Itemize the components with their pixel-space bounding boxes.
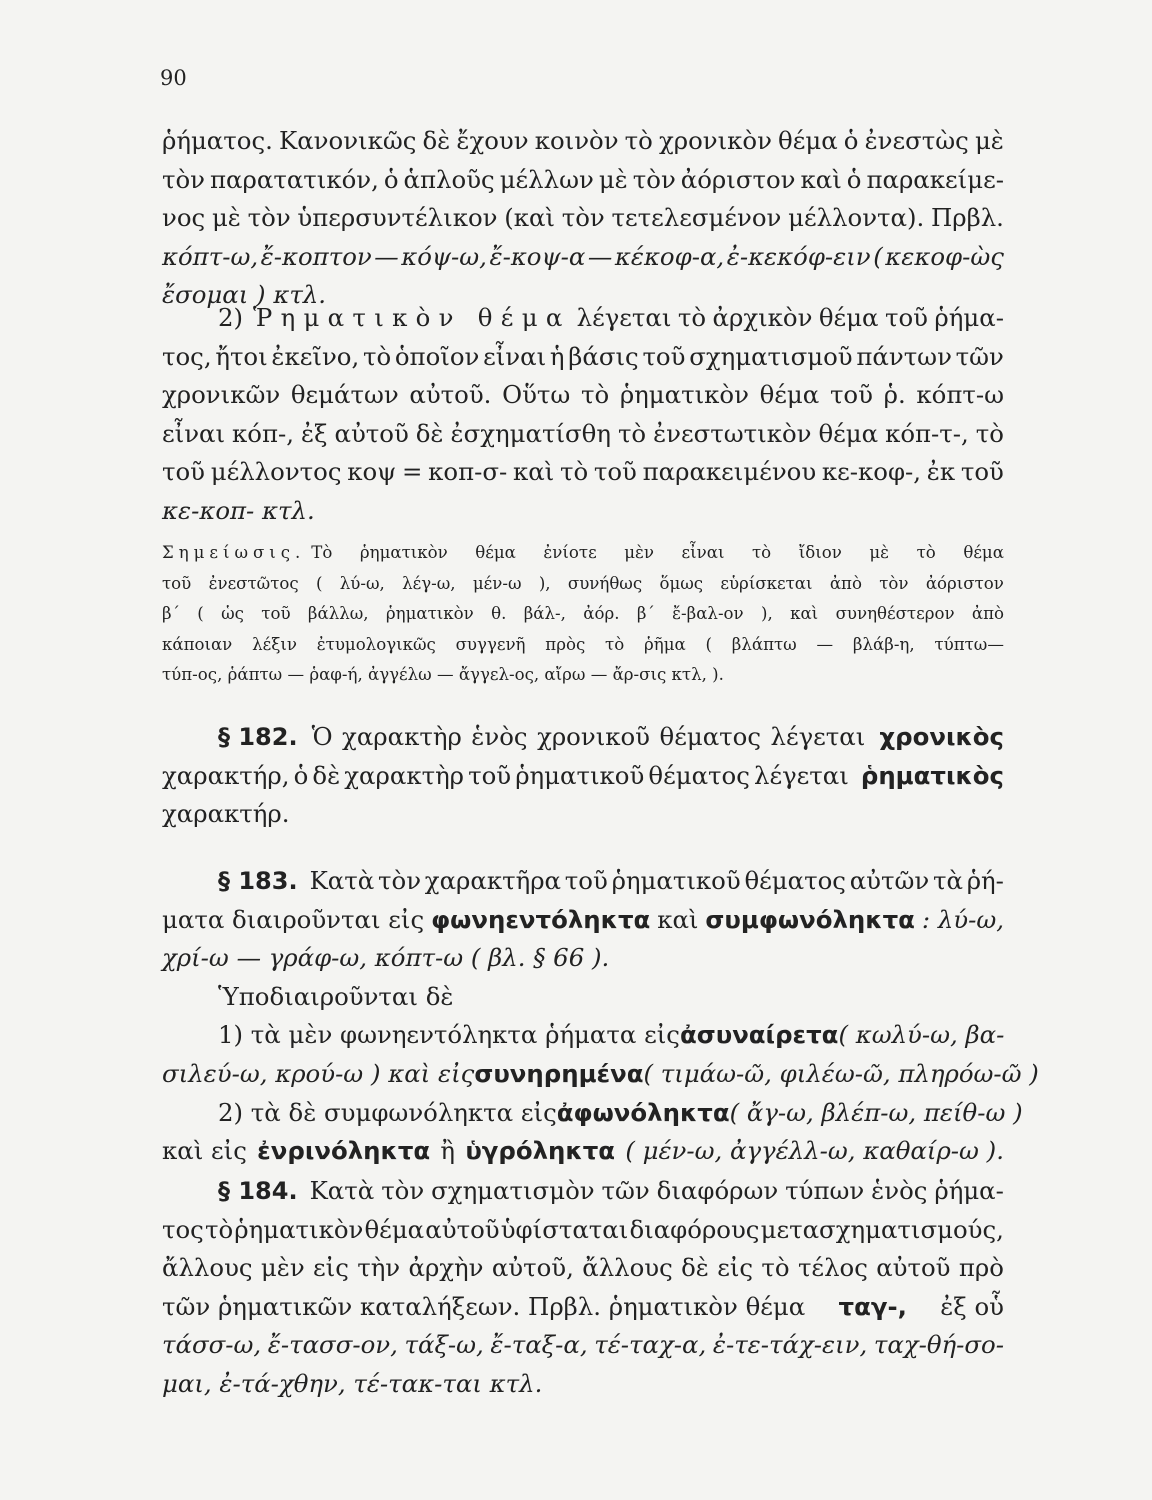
word: ( — [705, 634, 712, 654]
word: ), — [538, 573, 551, 593]
section-182 — [162, 718, 1004, 834]
word: μὲ — [211, 203, 241, 233]
word: ὑφίσταται — [500, 1214, 629, 1244]
word: παρακειμένου — [642, 457, 817, 487]
word: ( — [197, 604, 204, 623]
word: Κατὰ — [309, 866, 375, 895]
text-line: τύπ-ος, ῥάπτω — ῥαφ-ή, ἀγγέλω — ἄγγελ-ος, αἴρω — ἄρ-σις κτλ, ). — [162, 665, 724, 684]
text-line — [162, 862, 1004, 901]
text-line — [162, 415, 1004, 454]
word: παρατατικόν, — [210, 164, 379, 194]
bold-term: φωνηεντόληκτα — [431, 904, 651, 934]
word: αὐτοῦ — [425, 1214, 500, 1244]
word: θέμα — [818, 418, 879, 448]
word: ὁ — [383, 164, 399, 194]
text-run: ( μέν-ω, ἀγγέλλ-ω, καθαίρ-ω ). — [625, 1136, 1004, 1166]
word: ἀόριστον — [680, 164, 796, 194]
word: — — [816, 634, 834, 654]
text-line — [162, 1016, 1004, 1055]
word: ῥήματος. — [162, 126, 273, 155]
word: κόπτ-ω, — [162, 241, 259, 271]
word: ἴδιον — [798, 543, 842, 562]
word: ῥ. — [883, 380, 906, 410]
word: ἐνεστωτικὸν — [653, 418, 812, 448]
word: βάσις — [568, 341, 639, 371]
word: κοψ — [347, 457, 397, 487]
word: ὁ — [846, 164, 862, 194]
word: δὲ — [415, 418, 444, 448]
word: κάποιαν — [162, 634, 233, 654]
word: ὁ — [293, 760, 309, 790]
word: αὐτῶν — [849, 866, 930, 895]
word: Κατὰ — [309, 1176, 375, 1205]
text-line — [162, 238, 1004, 277]
word: χρονικῶν — [162, 380, 281, 410]
text-run: 1) τὰ μὲν φωνηεντόληκτα ῥήματα εἰς — [218, 1020, 680, 1050]
word: τοῦ — [593, 457, 637, 487]
word: κοινὸν — [534, 126, 619, 155]
word: εἰς — [313, 1253, 349, 1283]
note-label: Σημείωσις. — [162, 543, 306, 562]
text-line-rest — [162, 757, 849, 796]
bold-term: ὑγρόληκτα — [465, 1136, 616, 1166]
bold-term: ἀσυναίρετα — [679, 1020, 839, 1050]
word: τοῦ — [261, 604, 291, 623]
word: τὸν — [879, 573, 909, 593]
word: τοῦ — [162, 457, 206, 487]
bold-term: χρονικὸς — [879, 722, 1004, 751]
word: ῥή- — [966, 866, 1004, 895]
word: ἐνεστῶτος — [208, 573, 299, 593]
word: νος — [162, 203, 206, 233]
word: μὲ — [598, 164, 628, 194]
text-line — [162, 630, 1004, 661]
bold-term: ῥηματικὸς — [860, 760, 1004, 790]
word: ῥήμα- — [934, 303, 1004, 332]
text-run: 2) τὰ δὲ συμφωνόληκτα εἰς — [218, 1097, 557, 1127]
word: μέν-ω — [472, 573, 522, 593]
word: ἔ-κοπτον — [260, 241, 372, 271]
word: εἶναι — [162, 418, 226, 448]
word: θέμα — [475, 543, 516, 562]
word: ῥηματικοῦ — [611, 866, 741, 895]
word: ἐσχηματίσθη — [450, 418, 611, 448]
word: παρακείμε- — [866, 164, 1004, 194]
word: δὲ — [312, 760, 341, 790]
word: τὰ — [932, 866, 963, 895]
word: ), — [761, 604, 773, 623]
word: κέκοφ-α, — [614, 241, 725, 271]
word: τάσσ-ω, — [162, 1330, 262, 1360]
word: διαφόρους — [629, 1214, 760, 1244]
word: κόπ-, — [232, 418, 294, 448]
word: τὸ — [617, 418, 647, 448]
word: καὶ — [800, 164, 842, 194]
word: εἰς — [717, 1253, 754, 1283]
word: ἐτυμολογικῶς — [316, 634, 436, 654]
word: λέγ-ω, — [402, 573, 456, 593]
word: μέλλων — [499, 164, 594, 194]
word: Τὸ — [311, 543, 333, 562]
text-run: ( κωλύ-ω, βα- — [838, 1020, 1005, 1050]
word: ῥηματικὸν — [385, 604, 474, 623]
text-line — [162, 1288, 1004, 1327]
word: μὲ — [869, 543, 890, 562]
word: θέμα — [759, 380, 820, 410]
text-line — [162, 538, 1004, 569]
text-line — [162, 599, 1004, 630]
word: ὅμως — [659, 573, 704, 593]
word: ἤτοι — [215, 341, 268, 371]
word: τέλος — [797, 1253, 868, 1283]
text-line — [162, 299, 1004, 338]
word: τὸ — [559, 457, 589, 487]
word: βλάπτω — [731, 634, 797, 654]
word: κοπ-σ- — [428, 457, 508, 487]
bold-term: ἀφωνόληκτα — [556, 1097, 730, 1127]
word: τὴν — [357, 1253, 401, 1283]
word: τὸν — [381, 1176, 425, 1205]
text-line — [162, 1132, 1004, 1171]
word: ἀπὸ — [829, 573, 862, 593]
bold-term: ταγ-, — [838, 1291, 907, 1321]
word: συγγενῆ — [455, 634, 526, 654]
text-line — [162, 757, 1004, 796]
word: ( — [873, 241, 883, 271]
word: τος, — [162, 341, 212, 371]
text-line — [162, 718, 1004, 757]
text-run: σιλεύ-ω, κρού-ω ) καὶ εἰς — [162, 1058, 475, 1088]
word: αὐτοῦ — [334, 418, 409, 448]
word: βλάβ-η, — [852, 634, 915, 654]
word: χαρακτὴρ — [344, 760, 465, 790]
text-line — [162, 122, 1004, 161]
word: τετελεσμένον — [611, 203, 782, 233]
word: κόπ-τ-, — [885, 418, 969, 448]
word: αὐτοῦ, — [491, 1253, 574, 1283]
text-run: ματα διαιροῦνται εἰς — [162, 904, 425, 934]
word: ῥηματικὸν — [234, 1214, 364, 1244]
word: ἐ-κεκόφ-ειν — [726, 241, 871, 271]
word: τὸ — [975, 418, 1004, 448]
word: βάλ-, — [523, 604, 566, 623]
text-line: ἔσομαι ) κτλ. — [162, 280, 327, 310]
word: καὶ — [512, 457, 555, 487]
word: κεκοφ-ὼς — [885, 241, 1004, 271]
word: τοῦ — [564, 866, 608, 895]
text-line: χαρακτήρ. — [162, 799, 290, 829]
word: μὲ — [974, 126, 1004, 155]
word: θ. — [491, 604, 507, 623]
text-line — [162, 1326, 1004, 1365]
word: θέματος — [648, 760, 750, 790]
text-line — [162, 1249, 1004, 1288]
word: ἔ-κοψ-α — [489, 241, 586, 271]
word: ἀρχικὸν — [712, 303, 813, 332]
word: ( — [315, 573, 323, 593]
word: μετασχηματισμούς, — [760, 1214, 1004, 1244]
word: ἐκεῖνο, — [271, 341, 360, 371]
word: τὸ — [761, 1253, 790, 1283]
text-line — [162, 161, 1004, 200]
word: μὲν — [624, 543, 654, 562]
word: τὸ — [605, 634, 625, 654]
paragraph-present-stems — [162, 122, 1004, 315]
text-line: χρί-ω — γράφ-ω, κόπτ-ω ( βλ. § 66 ). — [162, 943, 610, 973]
word: Κανονικῶς — [278, 126, 417, 155]
word: = — [402, 457, 423, 487]
word: β΄ — [636, 604, 655, 623]
word: τὸν — [162, 164, 206, 194]
word: ῥήμα- — [934, 1176, 1004, 1205]
text-line — [162, 1094, 1023, 1133]
word: θέματος — [744, 866, 846, 895]
word: τὸ — [752, 543, 772, 562]
word: δὲ — [422, 126, 451, 155]
word: ἀόριστον — [925, 573, 1004, 593]
word: συνηθέστερον — [835, 604, 955, 623]
word: ταχ-θή-σο- — [873, 1330, 1004, 1360]
text-line — [162, 1211, 1004, 1250]
section-184 — [162, 1172, 1004, 1404]
word: τοῦ — [829, 380, 873, 410]
word: θέματος — [659, 722, 761, 751]
word: πρὸς — [545, 634, 586, 654]
word: μέλλοντα). — [788, 203, 925, 233]
item-number: 2) — [218, 303, 244, 332]
section-number: § 183. — [218, 867, 298, 895]
word: σχηματισμὸν — [431, 1176, 595, 1205]
word: κόψ-ω, — [401, 241, 487, 271]
text-line — [162, 901, 1004, 940]
word: τὸν — [247, 203, 291, 233]
word: χαρακτήρ, — [162, 760, 290, 790]
text-line-rest — [577, 299, 1004, 338]
word: αὐτοῦ — [876, 1253, 951, 1283]
paragraph-verbal-stem — [162, 299, 1004, 531]
word: ὑπερσυντέλικον — [297, 203, 498, 233]
text-line — [162, 376, 1004, 415]
word: τὸ — [580, 380, 610, 410]
word: ἑνὸς — [871, 1176, 928, 1205]
word: λέγεται — [770, 722, 866, 751]
word: ἐκ — [926, 457, 956, 487]
word: εἶναι — [483, 341, 547, 371]
word: εἶναι — [681, 543, 725, 562]
text-line-rest — [311, 538, 1004, 569]
text-line — [162, 199, 1004, 238]
word: τὸ — [916, 543, 936, 562]
text-run: : λύ-ω, — [921, 904, 1004, 934]
word: τῶν — [955, 341, 1004, 371]
text-line-rest — [310, 1172, 1004, 1211]
word: τύπτω— — [934, 634, 1004, 654]
text-line — [162, 569, 1004, 600]
word: ῥῆμα — [644, 634, 686, 654]
word: θέμα — [818, 303, 879, 332]
word: λέγεται — [576, 303, 672, 332]
word: β΄ — [162, 604, 180, 623]
word: χρονικὸν — [658, 126, 772, 155]
word: ἄλλους — [582, 1253, 673, 1283]
word: τὸ — [677, 303, 707, 332]
text-line — [162, 453, 1004, 492]
bold-term: συνηρημένα — [474, 1058, 644, 1088]
word: διαφόρων — [656, 1176, 779, 1205]
word: θεμάτων — [290, 380, 399, 410]
word: ἐνεστὼς — [864, 126, 969, 155]
text-run: ἐξ οὗ — [940, 1291, 1004, 1321]
word: ὡς — [221, 604, 244, 623]
text-line-rest — [310, 862, 1004, 901]
word: χαρακτῆρα — [424, 866, 562, 895]
word: σχηματισμοῦ — [689, 341, 853, 371]
page-number: 90 — [160, 66, 187, 90]
word: ῥηματικὸν — [619, 380, 749, 410]
text-line — [162, 338, 1004, 377]
word: βάλλω, — [307, 604, 369, 623]
word: Πρβλ. — [931, 203, 1004, 233]
text-run: ἢ — [440, 1136, 456, 1166]
text-line: κε-κοπ- κτλ. — [162, 495, 315, 525]
bold-term: συμφωνόληκτα — [705, 904, 915, 934]
word: συνήθως — [567, 573, 643, 593]
word: ἀρχὴν — [408, 1253, 484, 1283]
word: τοῦ — [468, 760, 512, 790]
word: θέμα — [778, 126, 838, 155]
text-run: τῶν ῥηματικῶν καταλήξεων. Πρβλ. ῥηματικὸν θέμα — [162, 1291, 806, 1321]
word: καὶ — [790, 604, 819, 623]
word: Ὁ — [311, 722, 333, 751]
word: ἁπλοῦς — [403, 164, 495, 194]
word: τοῦ — [960, 457, 1004, 487]
section-number: § 182. — [218, 723, 298, 751]
word: τὸν — [632, 164, 676, 194]
text-run: καὶ εἰς — [162, 1136, 247, 1166]
text-line-rest — [312, 718, 866, 757]
word: ἀπὸ — [971, 604, 1004, 623]
text-line — [162, 1055, 1039, 1094]
word: ἔ-τασσ-ον, — [267, 1330, 398, 1360]
word: τος — [162, 1214, 204, 1244]
word: ὁποῖον — [394, 341, 480, 371]
word: τὸν — [561, 203, 605, 233]
word: τὸ — [362, 341, 392, 371]
word: τὸ — [624, 126, 653, 155]
text-run: ( ἄγ-ω, βλέπ-ω, πείθ-ω ) — [729, 1097, 1023, 1127]
word: ὁ — [843, 126, 859, 155]
word: πρὸ — [958, 1253, 1004, 1283]
term-spaced: Ῥηματικὸν θέμα — [253, 303, 571, 332]
word: — — [587, 241, 613, 271]
word: ἐ-τε-τάχ-ειν, — [712, 1330, 868, 1360]
word: εὑρίσκεται — [720, 573, 813, 593]
section-number: § 184. — [218, 1177, 298, 1205]
word: λύ-ω, — [339, 573, 385, 593]
word: ἔ-ταξ-α, — [490, 1330, 588, 1360]
word: αὐτοῦ. — [409, 380, 492, 410]
word: τὸ — [204, 1214, 234, 1244]
word: ἀόρ. — [583, 604, 620, 623]
word: θέμα — [963, 543, 1004, 562]
word: ἔ-βαλ-ον — [672, 604, 744, 623]
word: λέγεται — [753, 760, 849, 790]
word: τοῦ — [162, 573, 192, 593]
word: δὲ — [681, 1253, 709, 1283]
text-run: καὶ — [657, 904, 699, 934]
word: (καὶ — [504, 203, 555, 233]
word: κόπτ-ω — [916, 380, 1004, 410]
section-183 — [162, 862, 1039, 1171]
word: τύπων — [785, 1176, 865, 1205]
word: τοῦ — [642, 341, 686, 371]
word: λέξιν — [252, 634, 297, 654]
word: χρονικοῦ — [537, 722, 651, 751]
text-line: Ὑποδιαιροῦνται δὲ — [218, 981, 454, 1011]
note-block — [162, 538, 1004, 691]
word: ἐξ — [300, 418, 328, 448]
word: Οὕτω — [502, 380, 571, 410]
text-run: ( τιμάω-ῶ, φιλέω-ῶ, πληρόω-ῶ ) — [643, 1058, 1039, 1088]
word: τῶν — [601, 1176, 650, 1205]
word: θέμα — [364, 1214, 425, 1244]
word: ἡ — [549, 341, 565, 371]
word: τοῦ — [884, 303, 928, 332]
word: χαρακτὴρ — [342, 722, 462, 751]
word: ἄλλους — [162, 1253, 253, 1283]
word: κε-κοφ-, — [821, 457, 922, 487]
bold-term: ἐνρινόληκτα — [257, 1136, 431, 1166]
word: μὲν — [260, 1253, 305, 1283]
text-line: μαι, ἐ-τά-χθην, τέ-τακ-ται κτλ. — [162, 1368, 543, 1398]
word: μέλλοντος — [210, 457, 342, 487]
word: ἑνὸς — [471, 722, 528, 751]
text-line — [162, 1172, 1004, 1211]
word: ἔχουν — [456, 126, 529, 155]
word: τέ-ταχ-α, — [594, 1330, 707, 1360]
word: τάξ-ω, — [404, 1330, 484, 1360]
word: ῥηματικὸν — [359, 543, 448, 562]
word: — — [374, 241, 399, 271]
word: πάντων — [856, 341, 952, 371]
word: ῥηματικοῦ — [515, 760, 645, 790]
word: ἐνίοτε — [543, 543, 597, 562]
word: τὸν — [378, 866, 422, 895]
